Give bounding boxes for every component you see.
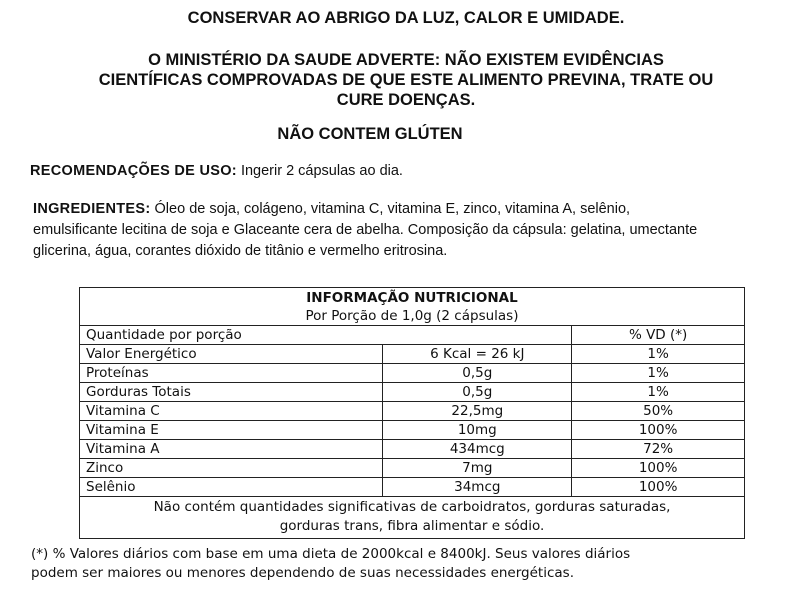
nutrient-amount: 34mcg [383,478,572,497]
nutrient-name: Gorduras Totais [80,383,383,402]
footnote-line: podem ser maiores ou menores dependendo de suas necessidades energéticas. [31,565,574,581]
nutrition-title: INFORMAÇÃO NUTRICIONAL [80,288,745,308]
nutrient-amount: 0,5g [383,383,572,402]
note-line: gorduras trans, fibra alimentar e sódio. [279,518,545,534]
ministry-warning [60,50,752,110]
nutrient-name: Vitamina A [80,440,383,459]
nutrient-dv: 1% [572,364,745,383]
usage-recommendation [30,163,790,179]
table-row [80,345,745,364]
storage-warning: CONSERVAR AO ABRIGO DA LUZ, CALOR E UMIDADE. [187,9,625,27]
table-row [80,421,745,440]
nutrient-dv: 1% [572,345,745,364]
ingredients-line: glicerina, água, corantes dióxido de titânio e vermelho eritrosina. [33,243,448,259]
table-row [80,402,745,421]
ministry-warning-line: CURE DOENÇAS. [336,91,476,109]
table-row [80,459,745,478]
nutrient-amount: 6 Kcal = 26 kJ [383,345,572,364]
nutrient-dv: 100% [572,459,745,478]
nutrient-name: Vitamina C [80,402,383,421]
ingredients-label: INGREDIENTES: [33,201,151,217]
nutrition-facts-table [79,287,745,539]
table-title-row [80,288,745,308]
header-dv: % VD (*) [572,326,745,345]
nutrient-amount: 10mg [383,421,572,440]
ingredients-line: emulsificante lecitina de soja e Glaceante cera de abelha. Composição da cápsula: gelatina, umectante [33,222,698,238]
nutrient-name: Valor Energético [80,345,383,364]
table-row [80,364,745,383]
nutrient-name: Selênio [80,478,383,497]
nutrient-name: Vitamina E [80,421,383,440]
ingredients-line [33,199,773,220]
ministry-warning-line: CIENTÍFICAS COMPROVADAS DE QUE ESTE ALIMENTO PREVINA, TRATE OU [98,71,714,89]
nutrient-dv: 100% [572,421,745,440]
not-significant-note [80,497,745,539]
nutrient-name: Zinco [80,459,383,478]
note-line: Não contém quantidades significativas de carboidratos, gorduras saturadas, [153,499,671,515]
daily-values-footnote [31,545,791,583]
table-serving-row [80,307,745,326]
table-row [80,478,745,497]
ministry-warning-line: O MINISTÉRIO DA SAUDE ADVERTE: NÃO EXISTEM EVIDÊNCIAS [148,51,664,69]
gluten-notice: NÃO CONTEM GLÚTEN [277,125,463,143]
nutrient-dv: 72% [572,440,745,459]
ingredients-section [33,199,773,262]
nutrient-dv: 50% [572,402,745,421]
header-quantity: Quantidade por porção [80,326,572,345]
serving-size: Por Porção de 1,0g (2 cápsulas) [80,307,745,326]
table-row [80,440,745,459]
nutrient-name: Proteínas [80,364,383,383]
table-footer-row [80,497,745,539]
usage-text: Ingerir 2 cápsulas ao dia. [240,163,403,179]
usage-label: RECOMENDAÇÕES DE USO: [30,163,237,179]
ingredients-text: Óleo de soja, colágeno, vitamina C, vitamina E, zinco, vitamina A, selênio, [154,201,631,217]
nutrient-amount: 7mg [383,459,572,478]
table-header-row [80,326,745,345]
nutrient-dv: 100% [572,478,745,497]
nutrient-dv: 1% [572,383,745,402]
footnote-line: (*) % Valores diários com base em uma dieta de 2000kcal e 8400kJ. Seus valores diários [31,546,631,562]
nutrient-amount: 22,5mg [383,402,572,421]
nutrient-amount: 0,5g [383,364,572,383]
nutrient-amount: 434mcg [383,440,572,459]
table-row [80,383,745,402]
